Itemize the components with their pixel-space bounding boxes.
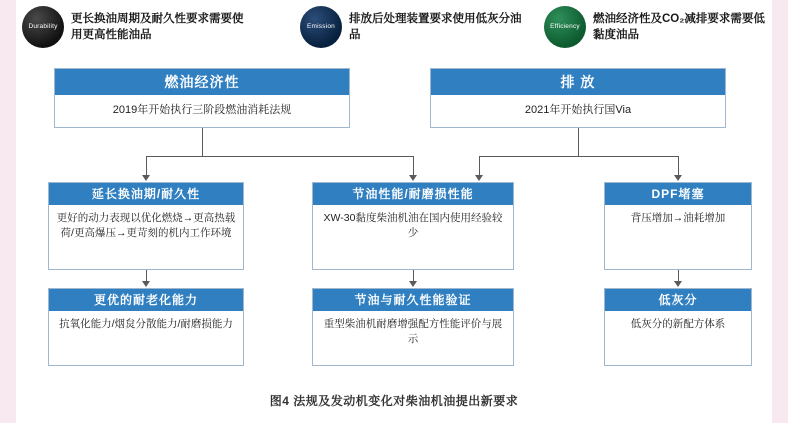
box-drain-interval	[48, 182, 244, 270]
box-verification	[312, 288, 514, 366]
badge-durability	[22, 6, 253, 48]
connector-drain-to-aging-arrow	[142, 281, 150, 287]
box-fuel-economy-body: 2019年开始执行三阶段燃油消耗法规	[112, 104, 292, 116]
box-low-ash	[604, 288, 752, 366]
box-drain-interval-title: 延长换油期/耐久性	[49, 183, 243, 205]
badge-durability-text: 更长换油周期及耐久性要求需要使用更高性能油品	[71, 13, 244, 41]
box-fuel-economy-title: 燃油经济性	[55, 69, 349, 95]
box-dpf-clogging-body: 背压增加→油耗增加	[630, 212, 726, 224]
box-wear-performance-body: XW-30黏度柴油机油在国内使用经验较少	[323, 212, 503, 239]
connector-emis-arrow-2	[674, 175, 682, 181]
right-pink-strip	[772, 0, 788, 423]
box-anti-aging-body: 抗氧化能力/烟炱分散能力/耐磨损能力	[59, 318, 233, 330]
connector-emis-stem	[578, 128, 579, 156]
box-dpf-clogging-title: DPF堵塞	[605, 183, 751, 205]
durability-badge-icon: Durability	[22, 6, 64, 48]
box-emission-body: 2021年开始执行国Via	[524, 104, 632, 116]
figure-caption: 图4 法规及发动机变化对柴油机油提出新要求	[269, 394, 519, 408]
left-pink-strip	[0, 0, 16, 423]
connector-wear-to-verify-arrow	[409, 281, 417, 287]
box-emission-title: 排 放	[431, 69, 725, 95]
box-drain-interval-body: 更好的动力表现以优化燃烧→更高热载荷/更高爆压→更苛刻的机内工作环境	[56, 212, 236, 239]
connector-emis-bus	[479, 156, 678, 157]
connector-fuel-stem	[202, 128, 203, 156]
emission-badge-icon: Emission	[300, 6, 342, 48]
badge-emission	[300, 6, 531, 48]
box-anti-aging-title: 更优的耐老化能力	[49, 289, 243, 311]
box-wear-performance	[312, 182, 514, 270]
connector-dpf-to-lowash-arrow	[674, 281, 682, 287]
box-wear-performance-title: 节油性能/耐磨损性能	[313, 183, 513, 205]
box-low-ash-title: 低灰分	[605, 289, 751, 311]
box-dpf-clogging	[604, 182, 752, 270]
connector-fuel-drop-1	[146, 156, 147, 176]
connector-emis-drop-1	[479, 156, 480, 176]
badge-efficiency-text: 燃油经济性及CO₂减排要求需要低黏度油品	[593, 13, 765, 41]
box-fuel-economy	[54, 68, 350, 128]
box-emission	[430, 68, 726, 128]
efficiency-badge-icon: Efficiency	[544, 6, 586, 48]
connector-emis-arrow-1	[475, 175, 483, 181]
connector-fuel-bus	[146, 156, 413, 157]
box-low-ash-body: 低灰分的新配方体系	[630, 318, 726, 330]
box-anti-aging	[48, 288, 244, 366]
connector-fuel-drop-2	[413, 156, 414, 176]
diagram-canvas	[16, 0, 772, 423]
connector-emis-drop-2	[678, 156, 679, 176]
badge-row	[16, 4, 772, 60]
badge-emission-text: 排放后处理装置要求使用低灰分油品	[349, 13, 522, 41]
badge-efficiency	[544, 6, 772, 48]
box-verification-body: 重型柴油机耐磨增强配方性能评价与展示	[323, 318, 503, 345]
box-verification-title: 节油与耐久性能验证	[313, 289, 513, 311]
connector-fuel-arrow-1	[142, 175, 150, 181]
connector-fuel-arrow-2	[409, 175, 417, 181]
